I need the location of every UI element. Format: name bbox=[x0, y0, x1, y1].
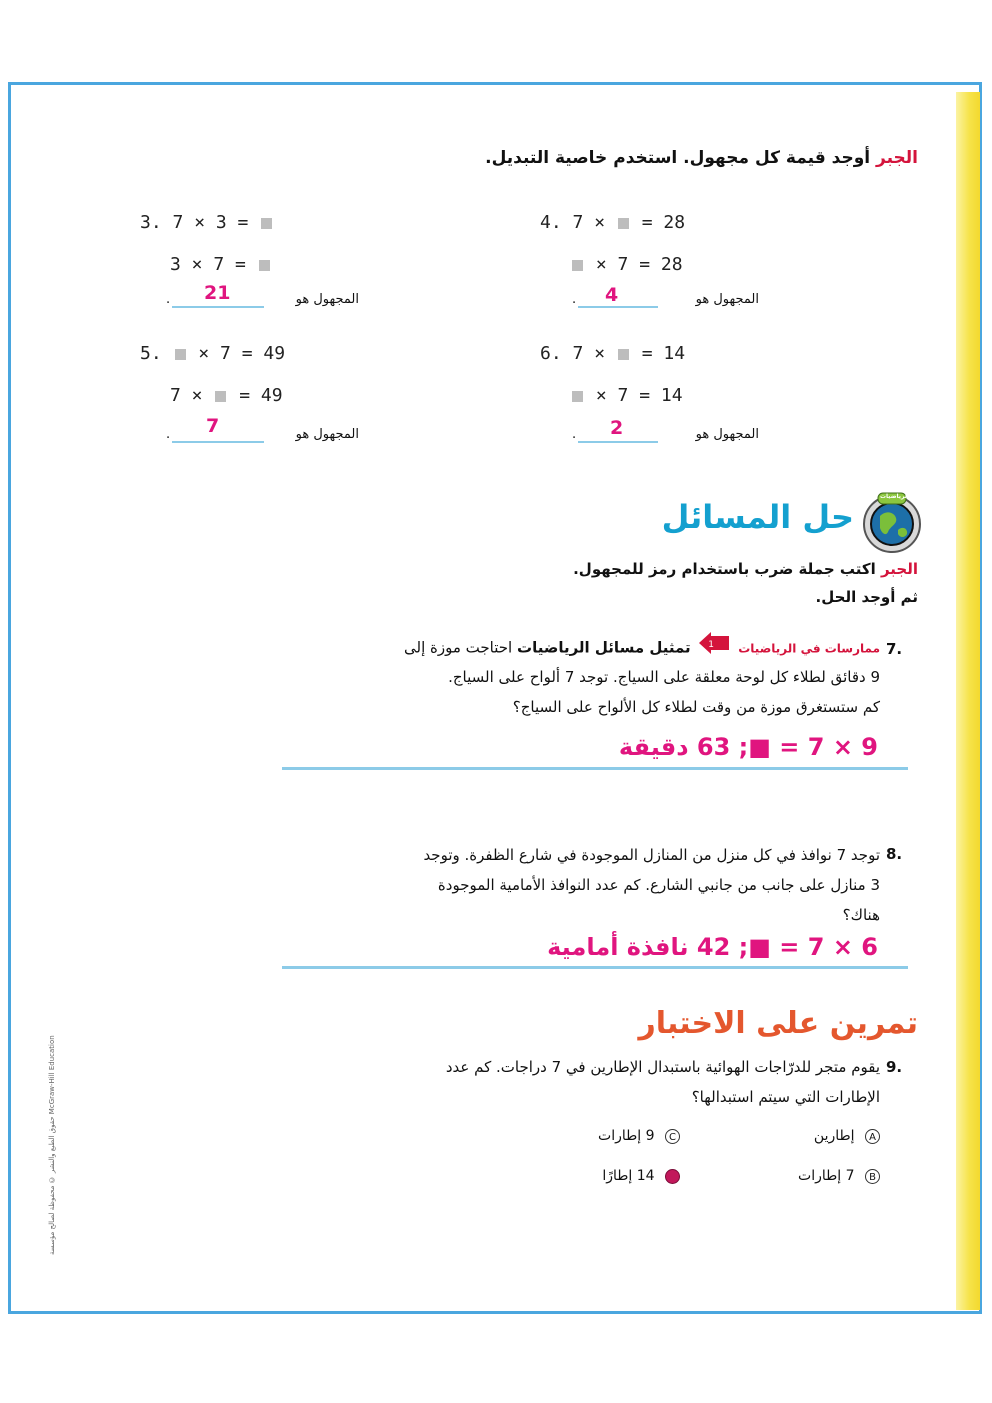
unknown-square-icon bbox=[259, 260, 270, 271]
option-a[interactable]: A إطارين bbox=[814, 1128, 880, 1144]
problem-solving-instructions-2: ثم أوجد الحل. bbox=[815, 588, 918, 606]
yellow-margin-strip bbox=[956, 92, 980, 1310]
unknown-square-icon bbox=[618, 218, 629, 229]
exercise-4-line1: 4. 7 × = 28 bbox=[540, 212, 686, 233]
unknown-square-icon bbox=[175, 349, 186, 360]
unknown-square-icon bbox=[572, 391, 583, 402]
option-a-bubble-icon[interactable]: A bbox=[865, 1129, 880, 1144]
instructions-text: أوجد قيمة كل مجهول. استخدم خاصية التبديل. bbox=[485, 148, 871, 168]
q8-number: 8. bbox=[886, 845, 903, 863]
q8-answer-line bbox=[282, 966, 908, 969]
unknown-square-icon bbox=[618, 349, 629, 360]
exercise-5-line1: 5. × 7 = 49 bbox=[140, 343, 286, 364]
algebra-tag-2: الجبر bbox=[880, 560, 918, 578]
problem-solving-title: حل المسائل bbox=[661, 498, 854, 536]
instructions bbox=[485, 148, 918, 168]
q7-number: 7. bbox=[886, 640, 903, 658]
exercise-6-blank bbox=[578, 441, 658, 443]
globe-badge: الرياضيات bbox=[880, 493, 910, 500]
q7-answer-line bbox=[282, 767, 908, 770]
option-b-bubble-icon[interactable]: B bbox=[865, 1169, 880, 1184]
exercise-4-unknown-label: المجهول هو bbox=[695, 292, 759, 307]
q7-line1: ممارسات في الرياضيات 1 تمثيل مسائل الرياضيات احتاجت موزة إلى bbox=[404, 632, 880, 664]
exercise-6-unknown-label: المجهول هو bbox=[695, 427, 759, 442]
copyright-note: حقوق الطبع والنشر © محفوظة لصالح مؤسسة McGraw-Hill Education bbox=[48, 1035, 56, 1255]
exercise-5-line2: 7 × = 49 bbox=[170, 385, 283, 406]
practice-label: ممارسات في الرياضيات bbox=[738, 641, 880, 656]
globe-icon bbox=[860, 490, 924, 554]
option-d[interactable]: 14 إطارًا bbox=[602, 1168, 680, 1184]
unknown-square-icon bbox=[572, 260, 583, 271]
q7-line3: كم ستستغرق موزة من وقت لطلاء كل الألواح على السياج؟ bbox=[512, 698, 880, 716]
exercise-3-unknown-label: المجهول هو bbox=[295, 292, 359, 307]
exercise-5-answer: 7 bbox=[206, 415, 220, 437]
q8-line1: توجد 7 نوافذ في كل منزل من المنازل الموجودة في شارع الظفرة. وتوجد bbox=[423, 846, 880, 864]
q9-line2: الإطارات التي سيتم استبدالها؟ bbox=[691, 1088, 880, 1106]
exercise-4-line2: × 7 = 28 bbox=[570, 254, 683, 275]
test-practice-title: تمرين على الاختبار bbox=[638, 1006, 918, 1041]
exercise-4-blank bbox=[578, 306, 658, 308]
exercise-6-answer: 2 bbox=[610, 417, 624, 439]
q8-line2: 3 منازل على جانب من جانبي الشارع. كم عدد النوافذ الأمامية الموجودة bbox=[437, 876, 880, 894]
practice-heading: تمثيل مسائل الرياضيات bbox=[517, 638, 691, 657]
q7-answer: 9 × 7 = ■; 63 دقيقة bbox=[618, 733, 878, 761]
option-c[interactable]: C 9 إطارات bbox=[598, 1128, 680, 1144]
problem-solving-instructions: الجبر اكتب جملة ضرب باستخدام رمز للمجهول. bbox=[573, 560, 918, 578]
exercise-4-answer: 4 bbox=[605, 284, 619, 306]
exercise-3-line2: 3 × 7 = bbox=[170, 254, 272, 275]
svg-text:1: 1 bbox=[708, 640, 715, 650]
exercise-5-unknown-label: المجهول هو bbox=[295, 427, 359, 442]
practice-arrow-icon bbox=[699, 632, 729, 664]
option-b[interactable]: B 7 إطارات bbox=[798, 1168, 880, 1184]
unknown-square-icon bbox=[215, 391, 226, 402]
q8-answer: 6 × 7 = ■; 42 نافذة أمامية bbox=[547, 933, 878, 961]
q9-number: 9. bbox=[886, 1058, 903, 1076]
algebra-tag: الجبر bbox=[876, 148, 918, 168]
exercise-3-answer: 21 bbox=[204, 282, 231, 304]
exercise-6-line1: 6. 7 × = 14 bbox=[540, 343, 686, 364]
q9-line1: يقوم متجر للدرّاجات الهوائية باستبدال الإطارين في 7 دراجات. كم عدد bbox=[445, 1058, 880, 1076]
q7-line2: 9 دقائق لطلاء كل لوحة معلقة على السياج. توجد 7 ألواح على السياج. bbox=[448, 668, 880, 686]
unknown-square-icon bbox=[261, 218, 272, 229]
exercise-3-line1: 3. 7 × 3 = bbox=[140, 212, 274, 233]
q8-line3: هناك؟ bbox=[842, 906, 880, 924]
exercise-6-line2: × 7 = 14 bbox=[570, 385, 683, 406]
option-c-bubble-icon[interactable]: C bbox=[665, 1129, 680, 1144]
exercise-3-blank bbox=[172, 306, 264, 308]
exercise-5-blank bbox=[172, 441, 264, 443]
option-d-filled-bubble-icon[interactable] bbox=[665, 1169, 680, 1184]
